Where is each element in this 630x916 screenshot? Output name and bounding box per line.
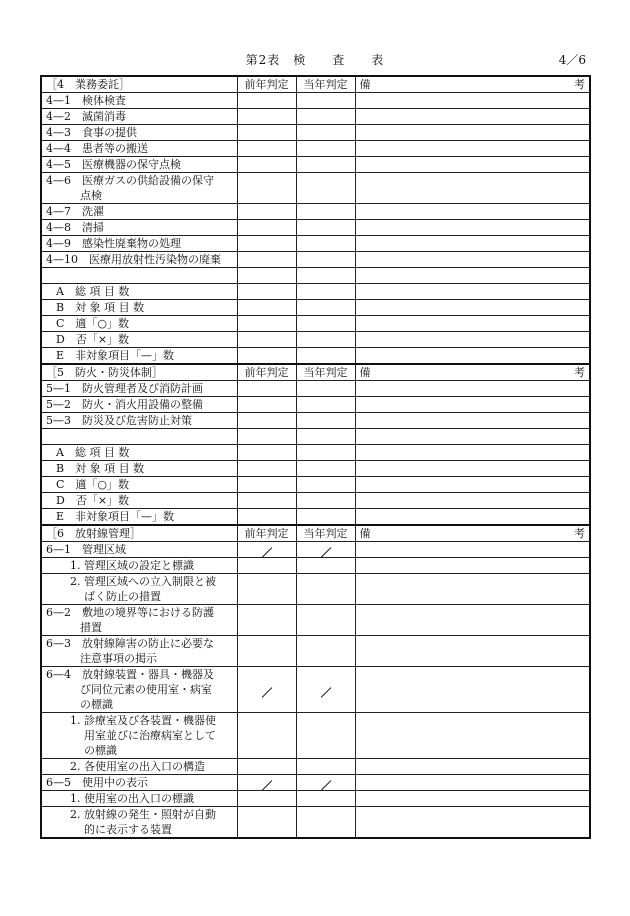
section-title: ［6 放射線管理］ [41, 525, 237, 542]
item-label: 4—5 医療機器の保守点検 [41, 157, 237, 173]
sub-item-label: 2. 放射線の発生・照射が自動 的に表示する装置 [41, 807, 237, 839]
summary-label: B 対 象 項 目 数 [41, 461, 237, 477]
table-row [41, 636, 590, 667]
summary-row [41, 348, 590, 365]
summary-label: A 総 項 目 数 [41, 284, 237, 300]
table-row [41, 791, 590, 807]
summary-label: A 総 項 目 数 [41, 445, 237, 461]
table-row [41, 558, 590, 574]
table-row [41, 759, 590, 775]
item-label: 4—10 医療用放射性汚染物の廃棄 [41, 252, 237, 268]
section-title: ［4 業務委託］ [41, 76, 237, 93]
table-row [41, 157, 590, 173]
not-applicable-mark [296, 667, 355, 713]
page-number: 4／6 [558, 53, 586, 67]
table-row [41, 93, 590, 109]
sub-item-label: 1. 管理区域の設定と標識 [41, 558, 237, 574]
summary-label: D 否「×」数 [41, 332, 237, 348]
summary-row [41, 493, 590, 509]
table-row [41, 141, 590, 157]
table-row [41, 807, 590, 839]
column-header-curr: 当年判定 [296, 364, 355, 381]
column-header-remarks: 備 考 [355, 76, 590, 93]
item-label: 6—1 管理区域 [41, 542, 237, 558]
not-applicable-mark [237, 542, 296, 558]
section-header-row [41, 76, 590, 93]
section-header-row [41, 364, 590, 381]
summary-row [41, 445, 590, 461]
table-row [41, 109, 590, 125]
column-header-prev: 前年判定 [237, 364, 296, 381]
column-header-curr: 当年判定 [296, 76, 355, 93]
item-label: 4—1 検体検査 [41, 93, 237, 109]
table-row [41, 236, 590, 252]
item-label: 4—6 医療ガスの供給設備の保守 点検 [41, 173, 237, 204]
table-row [41, 605, 590, 636]
item-label: 5—2 防火・消火用設備の整備 [41, 397, 237, 413]
summary-row [41, 332, 590, 348]
not-applicable-mark [237, 775, 296, 791]
not-applicable-mark [237, 667, 296, 713]
summary-row [41, 509, 590, 526]
table-row [41, 542, 590, 558]
table-row [41, 413, 590, 429]
column-header-prev: 前年判定 [237, 76, 296, 93]
summary-row [41, 461, 590, 477]
summary-label: B 対 象 項 目 数 [41, 300, 237, 316]
blank-row [41, 429, 590, 445]
item-label: 4—2 滅菌消毒 [41, 109, 237, 125]
section-header-row [41, 525, 590, 542]
item-label: 4—3 食事の提供 [41, 125, 237, 141]
column-header-curr: 当年判定 [296, 525, 355, 542]
summary-label: E 非対象項目「—」数 [41, 509, 237, 526]
column-header-remarks: 備 考 [355, 364, 590, 381]
summary-row [41, 477, 590, 493]
sub-item-label: 1. 診療室及び各装置・機器使 用室並びに治療病室として の標識 [41, 713, 237, 759]
summary-row [41, 300, 590, 316]
table-row [41, 204, 590, 220]
column-header-remarks: 備 考 [355, 525, 590, 542]
item-label: 4—9 感染性廃棄物の処理 [41, 236, 237, 252]
summary-label: C 適「○」数 [41, 316, 237, 332]
item-label: 4—4 患者等の搬送 [41, 141, 237, 157]
item-label: 6—4 放射線装置・器具・機器及 び同位元素の使用室・病室 の標識 [41, 667, 237, 713]
item-label: 6—2 敷地の境界等における防護 措置 [41, 605, 237, 636]
item-label: 6—3 放射線障害の防止に必要な 注意事項の掲示 [41, 636, 237, 667]
column-header-prev: 前年判定 [237, 525, 296, 542]
inspection-table [40, 75, 591, 839]
summary-row [41, 284, 590, 300]
table-row [41, 173, 590, 204]
summary-row [41, 316, 590, 332]
sub-item-label: 1. 使用室の出入口の標識 [41, 791, 237, 807]
blank-row [41, 268, 590, 284]
item-label: 4—8 清掃 [41, 220, 237, 236]
sub-item-label: 2. 各使用室の出入口の構造 [41, 759, 237, 775]
table-row [41, 125, 590, 141]
summary-label: C 適「○」数 [41, 477, 237, 493]
table-row [41, 381, 590, 397]
table-row [41, 667, 590, 713]
not-applicable-mark [296, 542, 355, 558]
table-row [41, 220, 590, 236]
table-row [41, 775, 590, 791]
page-title: 第2表 検 査 表 [245, 53, 385, 67]
item-label: 6—5 使用中の表示 [41, 775, 237, 791]
summary-label: D 否「×」数 [41, 493, 237, 509]
sub-item-label: 2. 管理区域への立入制限と被 ばく防止の措置 [41, 574, 237, 605]
summary-label: E 非対象項目「—」数 [41, 348, 237, 365]
not-applicable-mark [296, 775, 355, 791]
item-label: 5—1 防火管理者及び消防計画 [41, 381, 237, 397]
table-row [41, 397, 590, 413]
section-title: ［5 防火・防災体制］ [41, 364, 237, 381]
table-row [41, 574, 590, 605]
table-row [41, 713, 590, 759]
table-row [41, 252, 590, 268]
item-label: 5—3 防災及び危害防止対策 [41, 413, 237, 429]
item-label: 4—7 洗濯 [41, 204, 237, 220]
